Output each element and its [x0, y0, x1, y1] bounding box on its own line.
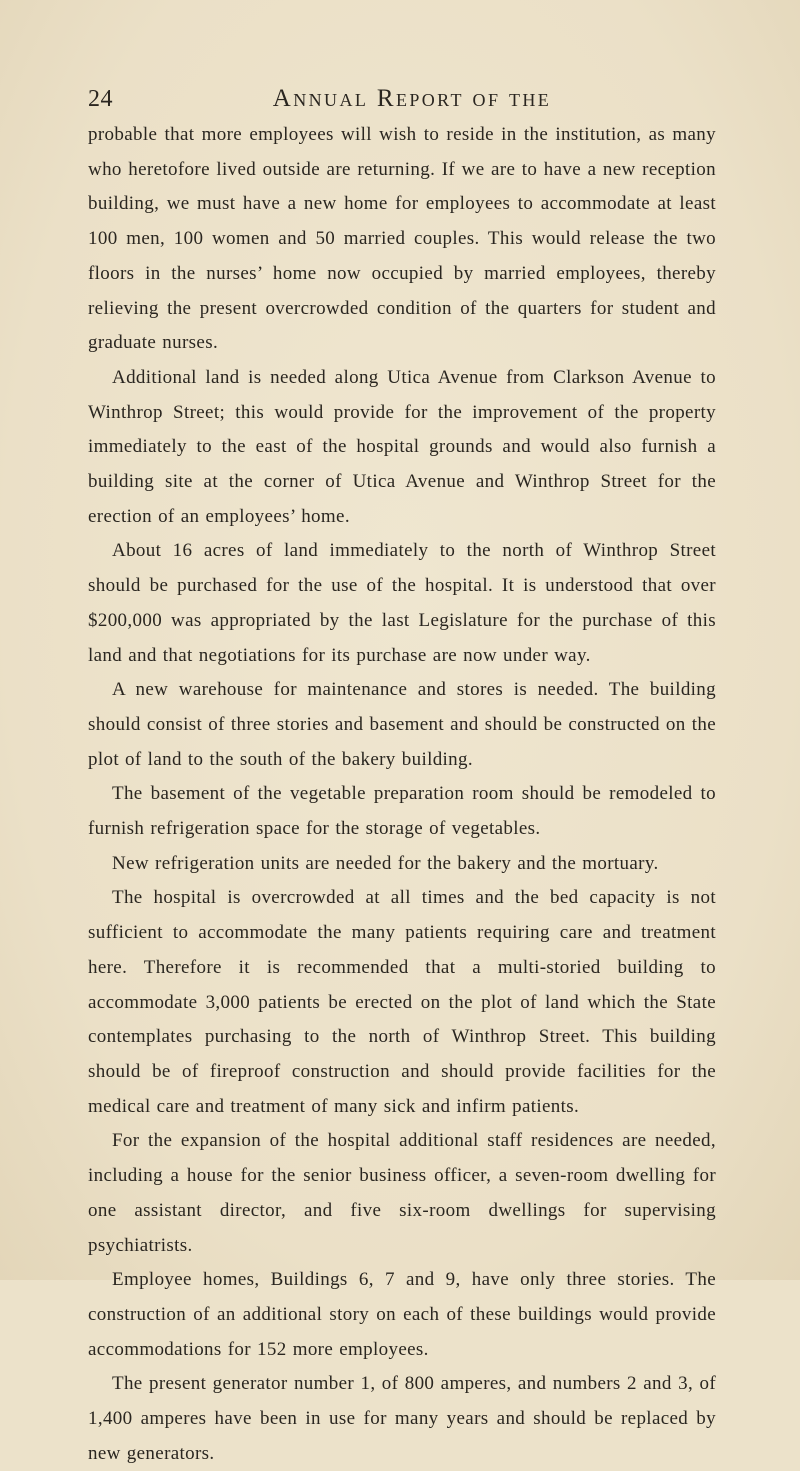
page-number: 24	[88, 86, 113, 112]
paragraph-utica-avenue-land: Additional land is needed along Utica Avenue from Clarkson Avenue to Winthrop Street; this would provide for the improvement of the property immediately to the east of the hospital grounds and would also furnish a building site at the corner of Utica Avenue and Winthrop Street for the erection of an employees’ home.	[88, 366, 716, 527]
paragraph-refrigeration-units: New refrigeration units are needed for the bakery and the mortuary.	[112, 852, 659, 874]
paragraph-generators: The present generator number 1, of 800 amperes, and numbers 2 and 3, of 1,400 amperes have been in use for many years and should be replaced by new generators.	[88, 1373, 716, 1464]
paragraph-employee-housing: probable that more employees will wish to reside in the institution, as many who heretofore lived outside are returning. If we are to have a new reception building, we must have a new home for employees to accommodate at least 100 men, 100 women and 50 married couples. This would release the two floors in the nurses’ home now occupied by married employees, thereby relieving the present overcrowded condition of the quarters for student and graduate nurses.	[88, 124, 716, 354]
running-head	[88, 0, 716, 113]
paragraph-warehouse: A new warehouse for maintenance and stores is needed. The building should consist of three stories and basement and should be constructed on the plot of land to the south of the bakery building.	[88, 679, 716, 770]
paragraph-winthrop-land-purchase: About 16 acres of land immediately to the north of Winthrop Street should be purchased for the use of the hospital. It is understood that over $200,000 was appropriated by the last Legislature for the purchase of this land and that negotiations for its purchase are now under way.	[88, 540, 716, 666]
paragraph-staff-residences: For the expansion of the hospital additional staff residences are needed, including a house for the senior business officer, a seven-room dwelling for one assistant director, and five six-room dwellings for supervising psychiatrists.	[88, 1130, 716, 1256]
running-title: Annual Report of the	[272, 85, 552, 112]
paragraph-vegetable-basement: The basement of the vegetable preparation room should be remodeled to furnish refrigeration space for the storage of vegetables.	[88, 783, 716, 840]
paragraph-employee-homes: Employee homes, Buildings 6, 7 and 9, have only three stories. The construction of an additional story on each of these buildings would provide accommodations for 152 more employees.	[88, 1269, 716, 1360]
paragraph-patient-building: The hospital is overcrowded at all times and the bed capacity is not sufficient to accommodate the many patients requiring care and treatment here. Therefore it is recommended that a multi-storied building to accommodate 3,000 patients be erected on the plot of land which the State contemplates purchasing to the north of Winthrop Street. This building should be of fireproof construction and should provide facilities for the medical care and treatment of many sick and infirm patients.	[88, 887, 716, 1117]
body-text	[88, 118, 716, 1471]
